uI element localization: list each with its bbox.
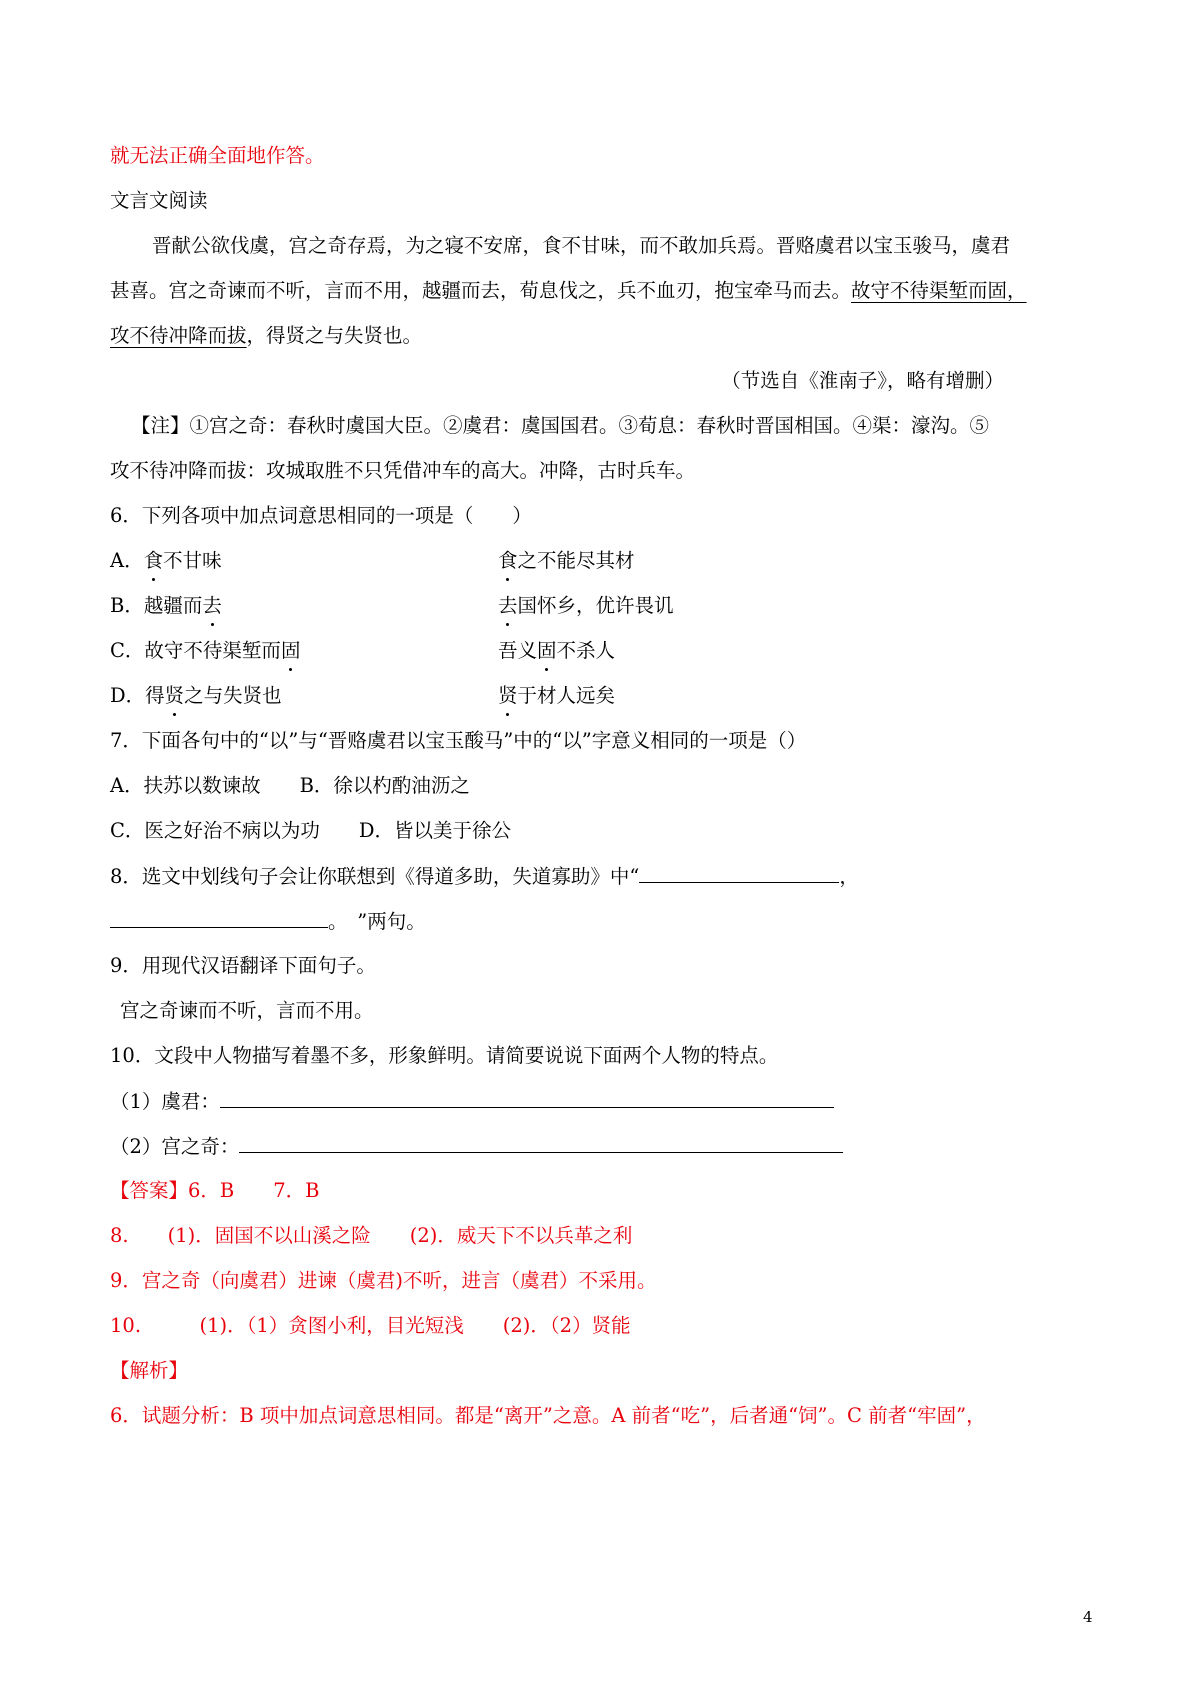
option-text: 得 — [145, 684, 165, 707]
question-6-stem: 6．下列各项中加点词意思相同的一项是（ ） — [110, 504, 532, 527]
question-10-item-2 — [110, 1132, 843, 1161]
option-compare — [498, 547, 635, 575]
question-8-comma: ， — [839, 865, 859, 888]
passage-line-1: 晋献公欲伐虞，宫之奇存焉，为之寝不安席，食不甘味，而不敢加兵焉。晋赂虞君以宝玉骏马，虞君 — [152, 234, 1011, 257]
note-line-2: 攻不待冲降而拔：攻城取胜不只凭借冲车的高大。冲降，古时兵车。 — [110, 459, 696, 482]
question-10-item-1 — [110, 1087, 834, 1116]
dotted-word: 去 — [202, 592, 222, 620]
passage-line-2 — [110, 277, 1027, 305]
question-7-stem: 7．下面各句中的“以”与“晋赂虞君以宝玉酸马”中的“以”字意义相同的一项是（） — [110, 729, 807, 752]
dotted-word: 去 — [498, 592, 518, 620]
passage-line-2-text: 甚喜。宫之奇谏而不听，言而不用，越疆而去，荀息伐之，兵不血刃，抱宝牵马而去。 — [110, 279, 852, 302]
answer-line-1 — [110, 1177, 320, 1205]
underlined-sentence-part-2: 攻不待冲降而拔 — [110, 324, 247, 347]
option-compare — [498, 682, 615, 710]
dotted-word: 食 — [144, 547, 164, 575]
passage-line-3 — [110, 322, 422, 350]
page-number: 4 — [1083, 1608, 1093, 1626]
question-8-line-2 — [110, 907, 426, 936]
compare-text: 于材人远矣 — [517, 684, 616, 707]
analysis-label: 【解析】 — [110, 1359, 189, 1382]
answer-text: 6．B 7．B — [188, 1179, 320, 1202]
compare-text: 吾义 — [498, 639, 538, 662]
option-label: B． — [110, 594, 144, 617]
question-6-option-d — [110, 682, 616, 710]
question-8-text: 8．选文中划线句子会让你联想到《得道多助，失道寡助》中“ — [110, 865, 640, 888]
underlined-sentence-part-1: 故守不待渠堑而固， — [851, 279, 1027, 302]
question-6-option-a — [110, 547, 635, 575]
item-label: （2）宫之奇： — [110, 1135, 240, 1158]
passage-line-3-text: ，得贤之与失贤也。 — [246, 324, 423, 347]
question-7-options-row-1: A．扶苏以数谏故 B．徐以杓酌油沥之 — [110, 774, 470, 797]
dotted-word: 贤 — [165, 682, 185, 710]
answer-blank — [639, 862, 839, 883]
question-8-stem — [110, 862, 859, 891]
question-6-option-b — [110, 592, 674, 620]
answer-label: 【答案】 — [110, 1179, 189, 1202]
option-text: 越疆而 — [143, 594, 203, 617]
compare-text: 之不能尽其材 — [517, 549, 635, 572]
answer-line-4: 10. (1)．（1）贪图小利，目光短浅 (2)．（2）贤能 — [110, 1314, 631, 1337]
section-title: 文言文阅读 — [110, 189, 208, 212]
item-label: （1）虞君： — [110, 1090, 220, 1113]
option-label: A． — [110, 549, 144, 572]
option-compare — [498, 592, 674, 620]
option-text: 不甘味 — [163, 549, 222, 572]
answer-blank — [239, 1132, 843, 1153]
question-6-option-c — [110, 637, 616, 665]
analysis-line-1: 6．试题分析：B 项中加点词意思相同。都是“离开”之意。A 前者“吃”，后者通“饲”。C 前者“牢固”， — [110, 1404, 986, 1427]
answer-blank — [220, 1087, 834, 1108]
note-line-1: 【注】①宫之奇：春秋时虞国大臣。②虞君：虞国国君。③荀息：春秋时晋国相国。④渠：濠沟。⑤ — [131, 414, 990, 437]
answer-line-2: 8. (1)．固国不以山溪之险 (2)．威天下不以兵革之利 — [110, 1224, 633, 1247]
question-8-end: 。 ”两句。 — [328, 910, 426, 933]
intro-text: 就无法正确全面地作答。 — [110, 144, 325, 167]
option-label: D． — [110, 684, 146, 707]
option-text: 之与失贤也 — [184, 684, 282, 707]
option-text: 故守不待渠堑而 — [144, 639, 281, 662]
question-10-stem: 10．文段中人物描写着墨不多，形象鲜明。请简要说说下面两个人物的特点。 — [110, 1044, 779, 1067]
source-citation: （节选自《淮南子》，略有增删） — [721, 369, 1004, 392]
compare-text: 国怀乡，优许畏讥 — [517, 594, 674, 617]
dotted-word: 贤 — [498, 682, 518, 710]
question-9-sentence: 宫之奇谏而不听，言而不用。 — [120, 999, 374, 1022]
dotted-word: 食 — [498, 547, 518, 575]
dotted-word: 固 — [281, 637, 301, 665]
option-compare — [498, 637, 615, 665]
answer-blank — [110, 907, 328, 928]
dotted-word: 固 — [537, 637, 557, 665]
question-9-stem: 9．用现代汉语翻译下面句子。 — [110, 954, 376, 977]
question-7-options-row-2: C．医之好治不病以为功 D．皆以美于徐公 — [110, 819, 512, 842]
answer-line-3: 9．宫之奇（向虞君）进谏（虞君)不听，进言（虞君）不采用。 — [110, 1269, 657, 1292]
option-label: C． — [110, 639, 145, 662]
compare-text: 不杀人 — [556, 639, 616, 662]
